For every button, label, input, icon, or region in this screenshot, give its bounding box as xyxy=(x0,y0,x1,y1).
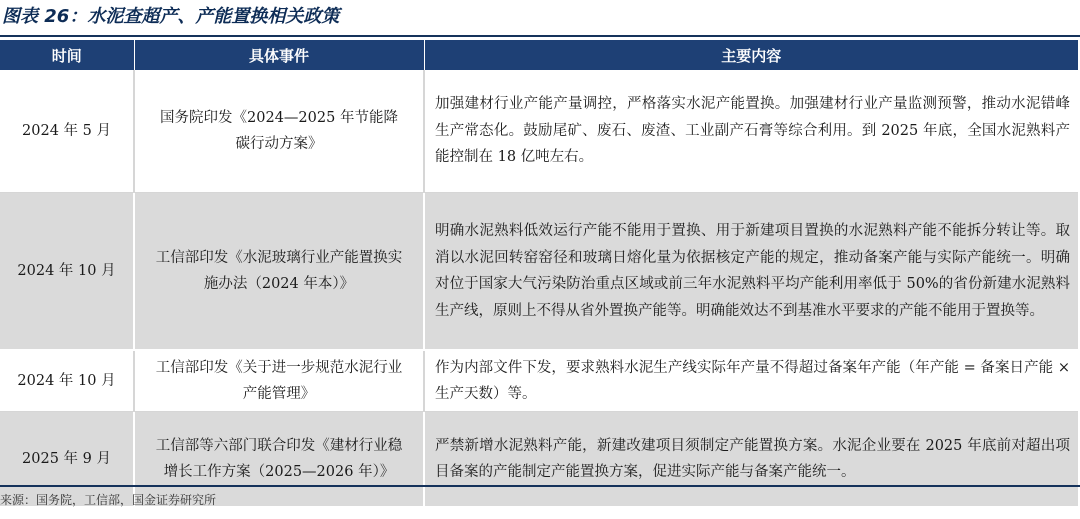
cell-time: 2024 年 10 月 xyxy=(0,193,134,351)
cell-event: 国务院印发《2024—2025 年节能降碳行动方案》 xyxy=(134,70,424,193)
cell-time: 2024 年 10 月 xyxy=(0,350,134,412)
cell-content: 严禁新增水泥熟料产能，新建改建项目须制定产能置换方案。水泥企业要在 2025 年底前对超出项目备案的产能制定产能置换方案，促进实际产能与备案产能统一。 xyxy=(424,412,1078,508)
header-time: 时间 xyxy=(0,40,134,70)
cell-time: 2025 年 9 月 xyxy=(0,412,134,508)
cell-event: 工信部等六部门联合印发《建材行业稳增长工作方案（2025—2026 年）》 xyxy=(134,412,424,508)
cell-time: 2024 年 5 月 xyxy=(0,70,134,193)
header-content: 主要内容 xyxy=(424,40,1078,70)
cell-content: 加强建材行业产能产量调控，严格落实水泥产能置换。加强建材行业产量监测预警，推动水泥错峰生产常态化。鼓励尾矿、废石、废渣、工业副产石膏等综合利用。到 2025 年底，全国水泥熟料产能控制在 18 亿吨左右。 xyxy=(424,70,1078,193)
header-event: 具体事件 xyxy=(134,40,424,70)
table-header-row xyxy=(0,40,1078,70)
figure-title: 图表 26：水泥查超产、产能置换相关政策 xyxy=(2,6,340,27)
source-note: 来源：国务院，工信部，国金证券研究所 xyxy=(0,493,217,507)
cell-event: 工信部印发《关于进一步规范水泥行业产能管理》 xyxy=(134,350,424,412)
cell-content: 作为内部文件下发，要求熟料水泥生产线实际年产量不得超过备案年产能（年产能 = 备案日产能 × 生产天数）等。 xyxy=(424,350,1078,412)
table-row xyxy=(0,70,1078,193)
policy-table xyxy=(0,40,1078,508)
table-row xyxy=(0,193,1078,351)
cell-content: 明确水泥熟料低效运行产能不能用于置换、用于新建项目置换的水泥熟料产能不能拆分转让等。取消以水泥回转窑窑径和玻璃日熔化量为依据核定产能的规定，推动备案产能与实际产能统一。明确对位于国家大气污染防治重点区域或前三年水泥熟料平均产能利用率低于 50%的省份新建水泥熟料生产线，原则上不得从省外置换产能等。明确能效达不到基准水平要求的产能不能用于置换等。 xyxy=(424,193,1078,351)
cell-event: 工信部印发《水泥玻璃行业产能置换实施办法（2024 年本）》 xyxy=(134,193,424,351)
table-row xyxy=(0,350,1078,412)
title-divider xyxy=(0,35,1080,37)
bottom-divider xyxy=(0,485,1080,487)
